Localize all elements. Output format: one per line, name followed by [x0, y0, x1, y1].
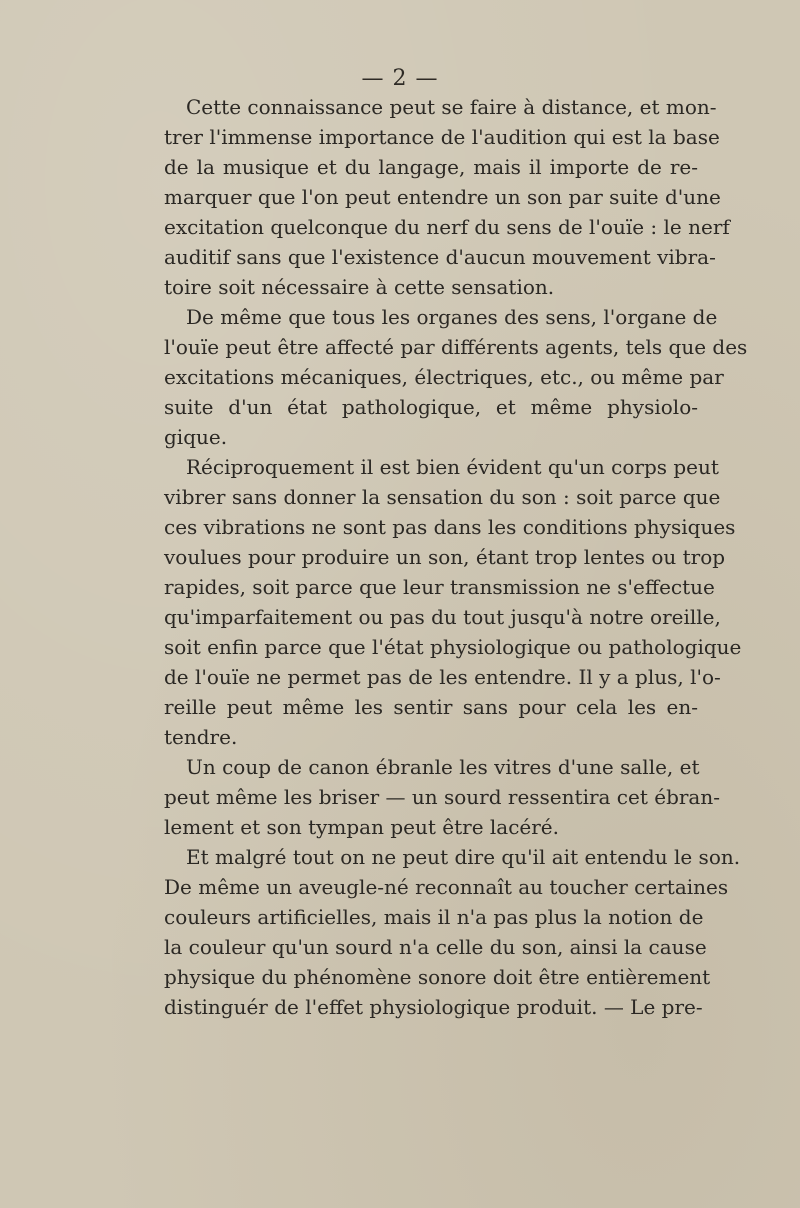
text-line: gique. — [164, 425, 228, 449]
text-line: qu'imparfaitement ou pas du tout jusqu'à notre oreille, — [164, 605, 721, 629]
text-line: tendre. — [164, 725, 238, 749]
text-line: suite d'un état pathologique, et même physiolo- — [164, 395, 698, 419]
paragraph — [164, 752, 720, 842]
text-line: marquer que l'on peut entendre un son par suite d'une — [164, 185, 721, 209]
text-line: excitations mécaniques, électriques, etc., ou même par — [164, 365, 724, 389]
body-text — [164, 92, 748, 1022]
paragraph — [164, 842, 741, 1022]
text-line: toire soit nécessaire à cette sensation. — [164, 275, 555, 299]
text-line: vibrer sans donner la sensation du son : soit parce que — [164, 485, 721, 509]
text-line: peut même les briser — un sourd ressentira cet ébran- — [164, 785, 720, 809]
paragraph — [164, 452, 742, 752]
text-line: couleurs artificielles, mais il n'a pas plus la notion de — [164, 905, 704, 929]
page-number: — 2 — — [361, 66, 439, 91]
text-line: ces vibrations ne sont pas dans les conditions physiques — [164, 515, 736, 539]
text-line: de l'ouïe ne permet pas de les entendre. Il y a plus, l'o- — [164, 665, 721, 689]
text-line: l'ouïe peut être affecté par différents agents, tels que des — [164, 335, 748, 359]
paragraph — [164, 92, 730, 302]
text-line: excitation quelconque du nerf du sens de l'ouïe : le nerf — [164, 215, 730, 239]
text-line: soit enfin parce que l'état physiologique ou pathologique — [164, 635, 742, 659]
text-line: De même que tous les organes des sens, l'organe de — [186, 305, 718, 329]
text-line: Cette connaissance peut se faire à distance, et mon- — [186, 95, 717, 119]
text-line: lement et son tympan peut être lacéré. — [164, 815, 559, 839]
text-line: de la musique et du langage, mais il importe de re- — [164, 155, 698, 179]
text-line: rapides, soit parce que leur transmission ne s'effectue — [164, 575, 715, 599]
paragraph — [164, 302, 748, 452]
text-line: Un coup de canon ébranle les vitres d'une salle, et — [186, 755, 700, 779]
text-line: physique du phénomène sonore doit être entièrement — [164, 965, 711, 989]
text-line: distinguér de l'effet physiologique produit. — Le pre- — [164, 995, 703, 1019]
text-line: Réciproquement il est bien évident qu'un corps peut — [186, 455, 719, 479]
text-line: Et malgré tout on ne peut dire qu'il ait entendu le son. — [186, 845, 741, 869]
text-line: la couleur qu'un sourd n'a celle du son, ainsi la cause — [164, 935, 707, 959]
text-line: auditif sans que l'existence d'aucun mouvement vibra- — [164, 245, 716, 269]
text-line: voulues pour produire un son, étant trop lentes ou trop — [164, 545, 726, 569]
text-line: reille peut même les sentir sans pour cela les en- — [164, 695, 698, 719]
text-line: trer l'immense importance de l'audition qui est la base — [164, 125, 720, 149]
text-line: De même un aveugle-né reconnaît au toucher certaines — [164, 875, 729, 899]
